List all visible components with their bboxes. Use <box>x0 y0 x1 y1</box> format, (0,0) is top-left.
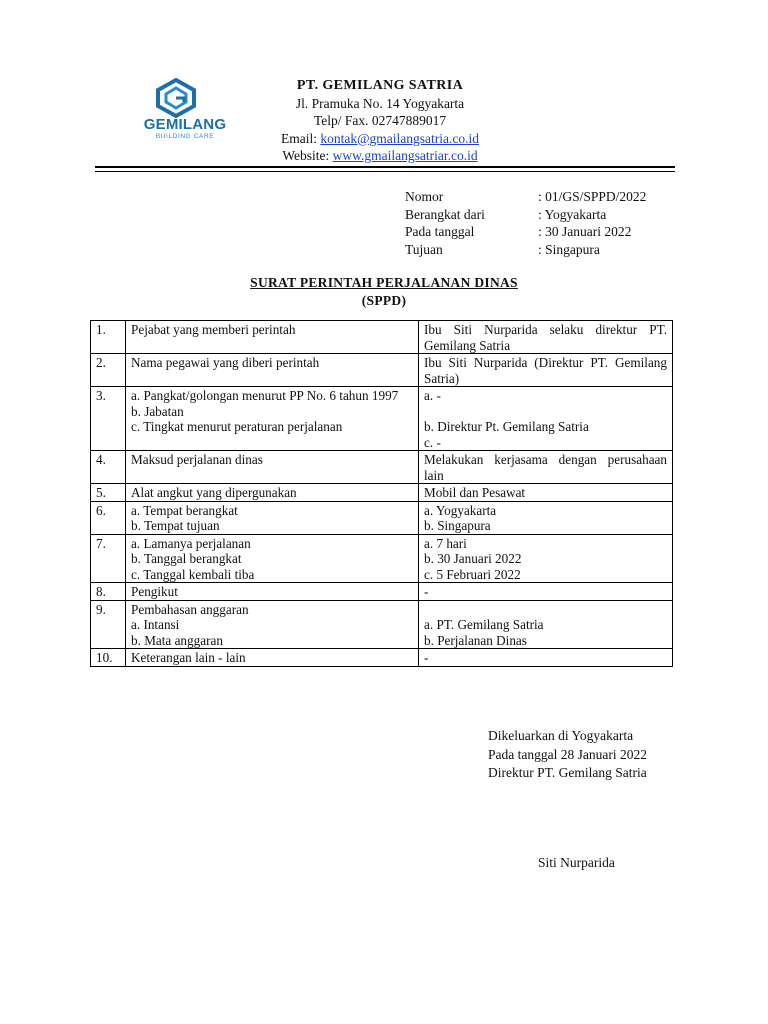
value-line: - <box>424 650 429 665</box>
item-line: Nama pegawai yang diberi perintah <box>131 355 320 370</box>
value-line: Ibu Siti Nurparida selaku direktur PT. Gemilang Satria <box>424 322 667 353</box>
company-address: Jl. Pramuka No. 14 Yogyakarta <box>295 95 465 111</box>
email-link[interactable]: kontak@gmailangsatria.co.id <box>320 130 479 146</box>
row-number: 3. <box>91 387 126 451</box>
logo-name: GEMILANG <box>143 116 227 133</box>
meta-value: : 30 Januari 2022 <box>538 224 632 240</box>
table-row <box>91 484 673 502</box>
website-link[interactable]: www.gmailangsatriar.co.id <box>332 148 478 163</box>
row-number: 6. <box>91 501 126 534</box>
value-line <box>424 602 667 618</box>
value-line: a. PT. Gemilang Satria <box>424 617 544 632</box>
company-phone: Telp/ Fax. 02747889017 <box>313 113 447 128</box>
item-line: Pejabat yang memberi perintah <box>131 322 296 337</box>
item-line: a. Intansi <box>131 617 180 632</box>
value-line: - <box>424 584 429 599</box>
signer-position: Direktur PT. Gemilang Satria <box>488 765 647 780</box>
row-value <box>419 354 673 387</box>
item-line: a. Tempat berangkat <box>131 502 238 518</box>
company-website-line <box>230 147 530 165</box>
website-label: Website: <box>282 148 333 163</box>
row-item <box>126 387 419 451</box>
row-item <box>126 354 419 387</box>
value-line: a. 7 hari <box>424 535 467 551</box>
table-row <box>91 600 673 649</box>
gemilang-hexagon-icon <box>154 78 198 118</box>
value-line: a. - <box>424 388 441 403</box>
item-line: Alat angkut yang dipergunakan <box>131 485 297 500</box>
meta-value: : Singapura <box>538 242 600 258</box>
meta-label: Nomor <box>405 189 444 204</box>
table-row <box>91 387 673 451</box>
value-line: Ibu Siti Nurparida (Direktur PT. Gemilang Satria) <box>424 355 667 386</box>
signature-block <box>488 727 647 783</box>
sppd-table <box>90 320 673 667</box>
item-line: c. Tanggal kembali tiba <box>131 566 255 582</box>
row-item <box>126 534 419 583</box>
meta-value: : 01/GS/SPPD/2022 <box>538 189 647 204</box>
row-item <box>126 583 419 601</box>
row-item <box>126 451 419 484</box>
row-number: 2. <box>91 354 126 387</box>
value-line: b. Singapura <box>424 518 491 533</box>
value-line: c. - <box>424 434 441 450</box>
table-row <box>91 534 673 583</box>
row-value <box>419 451 673 484</box>
company-logo <box>130 78 240 148</box>
value-line: Mobil dan Pesawat <box>424 485 526 500</box>
value-line: a. Yogyakarta <box>424 502 497 518</box>
item-line: b. Jabatan <box>131 403 184 419</box>
row-value <box>419 649 673 667</box>
row-number: 1. <box>91 321 126 354</box>
item-line: Keterangan lain - lain <box>131 650 246 665</box>
row-number: 9. <box>91 600 126 649</box>
meta-row <box>405 223 646 241</box>
letter-meta <box>405 188 646 259</box>
company-email-line <box>230 130 530 148</box>
item-line: c. Tingkat menurut peraturan perjalanan <box>131 419 343 434</box>
row-item <box>126 649 419 667</box>
item-line: Pengikut <box>131 584 178 599</box>
row-value <box>419 484 673 502</box>
row-number: 5. <box>91 484 126 502</box>
letterhead-divider-thick <box>95 166 675 168</box>
row-value <box>419 534 673 583</box>
item-line: a. Lamanya perjalanan <box>131 535 251 551</box>
row-item <box>126 321 419 354</box>
item-line: b. Tanggal berangkat <box>131 551 242 566</box>
row-item <box>126 484 419 502</box>
issued-date: Pada tanggal 28 Januari 2022 <box>488 746 647 762</box>
table-row <box>91 501 673 534</box>
table-row <box>91 354 673 387</box>
row-number: 4. <box>91 451 126 484</box>
signer-name: Siti Nurparida <box>538 855 615 870</box>
row-item <box>126 501 419 534</box>
row-item <box>126 600 419 649</box>
table-row <box>91 451 673 484</box>
document-title <box>0 275 768 291</box>
letterhead <box>230 77 530 165</box>
sppd-table-body <box>91 321 673 667</box>
company-name: PT. GEMILANG SATRIA <box>296 78 464 93</box>
item-line: Maksud perjalanan dinas <box>131 452 263 467</box>
table-row <box>91 321 673 354</box>
meta-value: : Yogyakarta <box>538 206 607 222</box>
meta-label: Tujuan <box>405 242 443 258</box>
value-line: b. 30 Januari 2022 <box>424 551 522 566</box>
value-line <box>424 404 667 420</box>
value-line: b. Direktur Pt. Gemilang Satria <box>424 419 589 434</box>
meta-label: Berangkat dari <box>405 206 485 222</box>
item-line: Pembahasan anggaran <box>131 601 249 617</box>
document-subtitle: (SPPD) <box>361 293 407 308</box>
meta-row <box>405 188 646 206</box>
item-line: b. Mata anggaran <box>131 632 223 648</box>
meta-label: Pada tanggal <box>405 224 475 240</box>
row-number: 10. <box>91 649 126 667</box>
row-value <box>419 387 673 451</box>
logo-tagline: BUILDING CARE <box>155 133 215 140</box>
item-line: a. Pangkat/golongan menurut PP No. 6 tahun 1997 <box>131 388 399 403</box>
row-number: 7. <box>91 534 126 583</box>
row-number: 8. <box>91 583 126 601</box>
value-line: b. Perjalanan Dinas <box>424 632 527 648</box>
table-row <box>91 649 673 667</box>
meta-row <box>405 206 646 224</box>
document-title-text: SURAT PERINTAH PERJALANAN DINAS <box>250 275 518 290</box>
item-line: b. Tempat tujuan <box>131 518 220 533</box>
meta-row <box>405 241 646 259</box>
row-value <box>419 501 673 534</box>
row-value <box>419 600 673 649</box>
row-value <box>419 583 673 601</box>
row-value <box>419 321 673 354</box>
value-line: c. 5 Februari 2022 <box>424 566 521 582</box>
table-row <box>91 583 673 601</box>
letterhead-divider-thin <box>95 171 675 172</box>
value-line: Melakukan kerjasama dengan perusahaan lain <box>424 452 667 483</box>
issued-place: Dikeluarkan di Yogyakarta <box>488 728 634 743</box>
email-label: Email: <box>280 130 321 146</box>
